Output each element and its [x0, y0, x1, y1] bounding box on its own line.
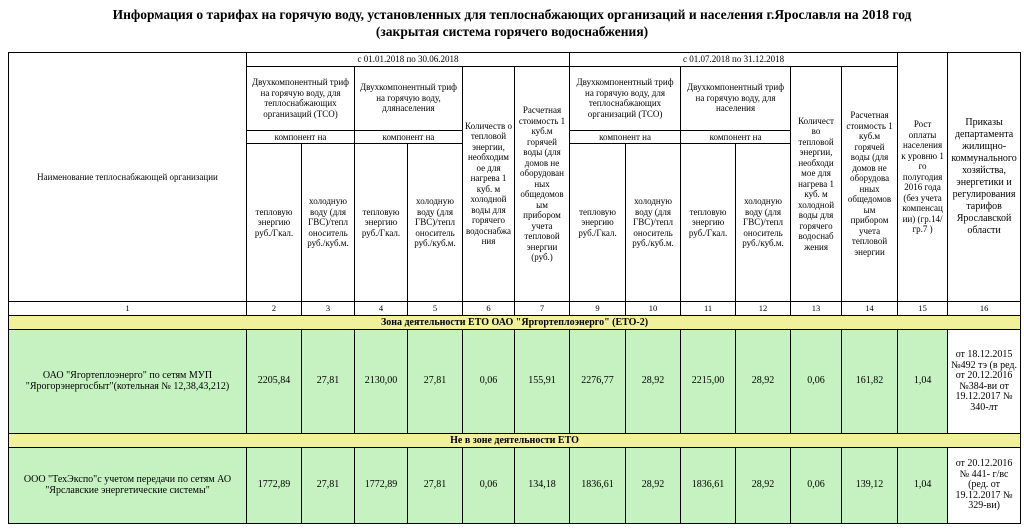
value-cell: 28,92: [626, 330, 681, 434]
header-component-label: компонент на: [247, 130, 355, 144]
value-cell: 0,06: [791, 330, 842, 434]
org-name: ОАО "Ягортеплоэнерго" по сетям МУП "Ярогорэнергосбыт"(котельная № 12,38,43,212): [9, 330, 247, 434]
column-number: 14: [842, 302, 898, 316]
value-cell: 1836,61: [681, 448, 736, 524]
value-cell: 1,04: [898, 330, 948, 434]
header-heat-energy: тепловую энергию руб./Гкал.: [570, 144, 626, 302]
title-line-1: Информация о тарифах на горячую воду, установленных для теплоснабжающих организаций и населения г.Ярославля на 2018 год: [112, 7, 912, 22]
header-cold-water: холодную воду (для ГВС)/тепл оноситель руб./куб.м.: [408, 144, 463, 302]
title-line-2: (закрытая система горячего водоснабжения): [375, 24, 649, 39]
value-cell: 161,82: [842, 330, 898, 434]
column-number: 4: [355, 302, 408, 316]
value-cell: 28,92: [736, 330, 791, 434]
orders-cell: от 20.12.2016 № 441- г/вс (ред. от 19.12.2017 № 329-ви): [948, 448, 1021, 524]
column-number: 7: [515, 302, 570, 316]
column-numbers-row: [9, 302, 1021, 316]
header-period-1: с 01.01.2018 по 30.06.2018: [247, 53, 570, 67]
value-cell: 27,81: [408, 330, 463, 434]
header-cold-water: холодную воду (для ГВС)/тепл оноситель руб./куб.м.: [302, 144, 355, 302]
column-number: 11: [681, 302, 736, 316]
header-tso-tariff-p1: Двухкомпонентный триф на горячую воду, для теплоснабжающих организаций (ТСО): [247, 66, 355, 130]
column-number: 13: [791, 302, 842, 316]
header-period-2: с 01.07.2018 по 31.12.2018: [570, 53, 898, 67]
header-growth: Рост оплаты населения к уровню 1 го полугодия 2016 года (без учета компенсац ии) (гр.14/гр.7 ): [898, 53, 948, 302]
column-number: 2: [247, 302, 302, 316]
column-number: 3: [302, 302, 355, 316]
header-calc-cost-p1: Расчетная стоимость 1 куб.м горячей воды (для домов не оборудован ных общедомов ым прибором учета тепловой энергии (руб.): [515, 66, 570, 302]
zone-row: [9, 434, 1021, 448]
value-cell: 134,18: [515, 448, 570, 524]
org-name: ООО "ТехЭкспо"с учетом передачи по сетям АО "Ярславские энергетические системы": [9, 448, 247, 524]
value-cell: 0,06: [791, 448, 842, 524]
header-heat-energy: тепловую энергию руб./Гкал.: [247, 144, 302, 302]
value-cell: 2205,84: [247, 330, 302, 434]
value-cell: 0,06: [463, 448, 515, 524]
header-component-label: компонент на: [681, 130, 791, 144]
header-component-label: компонент на: [355, 130, 463, 144]
value-cell: 1836,61: [570, 448, 626, 524]
value-cell: 28,92: [626, 448, 681, 524]
column-number: 12: [736, 302, 791, 316]
value-cell: 28,92: [736, 448, 791, 524]
header-heat-energy: тепловую энергию руб./Гкал.: [681, 144, 736, 302]
tariff-table: [8, 52, 1021, 524]
header-component-label: компонент на: [570, 130, 681, 144]
value-cell: 27,81: [302, 330, 355, 434]
table-row: [9, 330, 1021, 434]
value-cell: 27,81: [408, 448, 463, 524]
value-cell: 155,91: [515, 330, 570, 434]
header-org-name: Наименование теплоснабжающей организации: [9, 53, 247, 302]
header-population-tariff-p2: Двухкомпонентный триф на горячую воду, для населения: [681, 66, 791, 130]
header-tso-tariff-p2: Двухкомпонентный триф на горячую воду, для теплоснабжающих организаций (ТСО): [570, 66, 681, 130]
table-row: [9, 448, 1021, 524]
value-cell: 2130,00: [355, 330, 408, 434]
column-number: 5: [408, 302, 463, 316]
header-heat-quantity-p2: Количест во тепловой энергии, необходи мое для нагрева 1 куб. м холодной воды для горячего водоснаб жения: [791, 66, 842, 302]
column-number: 10: [626, 302, 681, 316]
column-number: 16: [948, 302, 1021, 316]
column-number: 1: [9, 302, 247, 316]
column-number: 15: [898, 302, 948, 316]
header-cold-water: холодную воду (для ГВС)/тепл оноситель руб./куб.м.: [736, 144, 791, 302]
zone-label: Зона деятельности ЕТО ОАО "Яргортеплоэнерго" (ЕТО-2): [9, 316, 1021, 330]
column-number: 9: [570, 302, 626, 316]
value-cell: 1772,89: [247, 448, 302, 524]
value-cell: 139,12: [842, 448, 898, 524]
value-cell: 2276,77: [570, 330, 626, 434]
column-number: 6: [463, 302, 515, 316]
header-cold-water: холодную воду (для ГВС)/тепл оноситель руб./куб.м.: [626, 144, 681, 302]
orders-cell: от 18.12.2015 №492 тэ (в ред. от 20.12.2016 №384-ви от 19.12.2017 № 340-лт: [948, 330, 1021, 434]
value-cell: 2215,00: [681, 330, 736, 434]
zone-label: Не в зоне деятельности ЕТО: [9, 434, 1021, 448]
zone-row: [9, 316, 1021, 330]
header-heat-energy: тепловую энергию руб./Гкал.: [355, 144, 408, 302]
header-calc-cost-p2: Расчетная стоимость 1 куб.м горячей воды (для домов не оборудова нных общедомов ым прибором учета тепловой энергии: [842, 66, 898, 302]
value-cell: 27,81: [302, 448, 355, 524]
value-cell: 0,06: [463, 330, 515, 434]
header-heat-quantity-p1: Количеств о тепловой энергии, необходим ое для нагрева 1 куб. м холодной воды для горячего водоснабжа ния: [463, 66, 515, 302]
value-cell: 1,04: [898, 448, 948, 524]
header-orders: Приказы департамента жилищно-коммунального хозяйства, энергетики и регулирования тарифов Ярославской области: [948, 53, 1021, 302]
page-title: [0, 6, 1024, 40]
header-population-tariff-p1: Двухкомпонентный триф на горячую воду, длянаселения: [355, 66, 463, 130]
value-cell: 1772,89: [355, 448, 408, 524]
